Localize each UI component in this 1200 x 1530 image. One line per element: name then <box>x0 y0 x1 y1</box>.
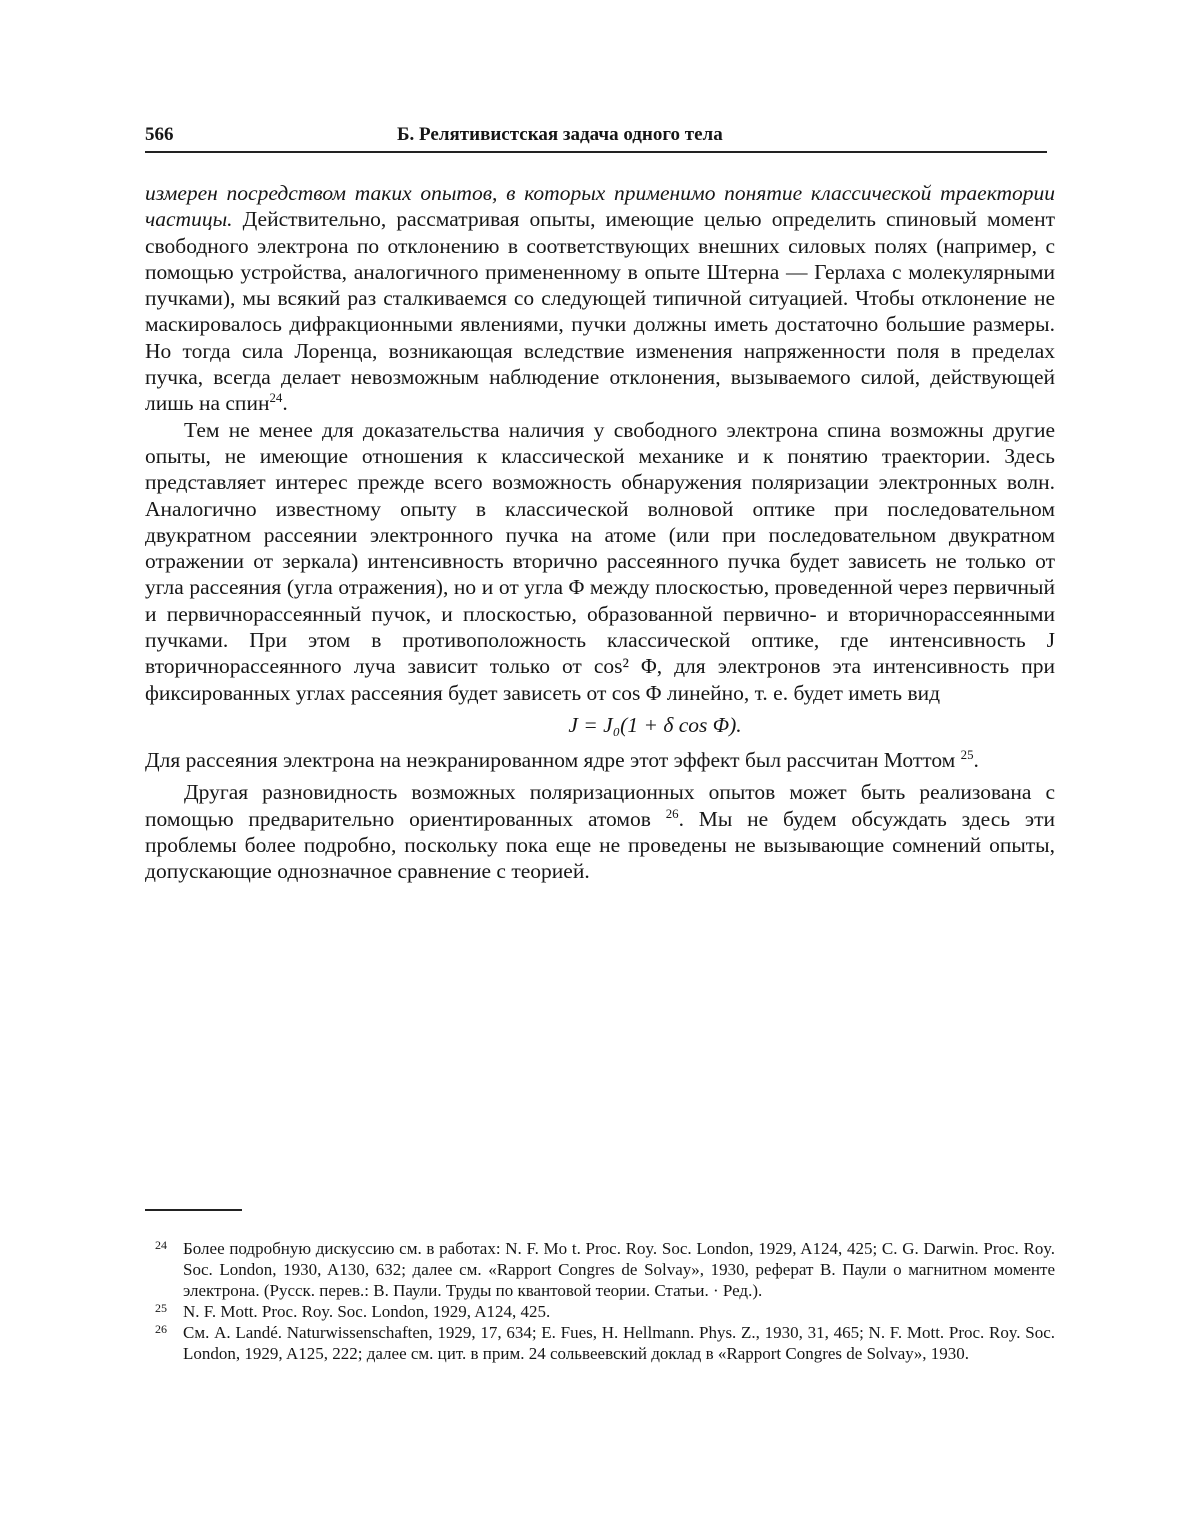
main-text <box>145 180 1055 884</box>
paragraph-4-text: Другая разновидность возможных поляризационных опытов может быть реализована с помощью предварительно ориентированных атомов <box>145 780 1055 831</box>
footnote-number: 24 <box>155 1238 167 1252</box>
running-title: Б. Релятивистская задача одного тела <box>397 124 723 145</box>
footnote-24 <box>155 1238 1055 1301</box>
paragraph-2: Тем не менее для доказательства наличия у свободного электрона спина возможны другие опыты, не имеющие отношения к классической механике и к понятию траектории. Здесь представляет интерес прежде всего возможность обнаружения поляризации электронных волн. Аналогично известному опыту в классической волновой оптике при последовательном двукратном рассеянии электронного пучка на атоме (или при последовательном двукратном отражении от зеркала) интенсивность вторично рассеянного пучка будет зависеть не только от угла рассеяния (угла отражения), но и от угла Φ между плоскостью, проведенной через первичный и первичнорассеянный пучок, и плоскостью, образованной первично- и вторичнорассеянными пучками. При этом в противоположность классической оптике, где интенсивность J вторичнорассеянного луча зависит только от cos² Φ, для электронов эта интенсивность при фиксированных углах рассеяния будет зависеть от cos Φ линейно, т. е. будет иметь вид <box>145 417 1055 705</box>
footnote-26 <box>155 1322 1055 1364</box>
page-number: 566 <box>145 124 174 145</box>
paragraph-1-italic: измерен посредством таких опытов, в которых применимо понятие классической траектории частицы. <box>145 181 1055 232</box>
footnote-text: Более подробную дискуссию см. в работах: N. F. Mo t. Proc. Roy. Soc. London, 1929, A124, 425; C. G. Darwin. Proc. Roy. Soc. London, 1930, A130, 632; далее см. «Rapport Congres de Solvay», 1930, реферат В. Паули о магнитном моменте электрона. (Русск. перев.: В. Паули. Труды по квантовой теории. Статьи. · Ред.). <box>183 1239 1055 1300</box>
paragraph-4-tail: . Мы не будем обсуждать здесь эти проблемы более подробно, поскольку пока еще не проведены не вызывающие сомнений опыты, допускающие однозначное сравнение с теорией. <box>145 806 1056 884</box>
footnote-ref-24: 24 <box>269 391 283 406</box>
paragraph-3 <box>145 747 1055 773</box>
formula: J = J₀(1 + δ cos Φ). <box>568 712 742 737</box>
paragraph-3-tail: . <box>973 747 979 772</box>
footnote-25 <box>155 1301 1055 1322</box>
footnote-text: См. A. Landé. Naturwissenschaften, 1929, 17, 634; E. Fues, H. Hellmann. Phys. Z., 1930, 31, 465; N. F. Mott. Proc. Roy. Soc. London, 1929, A125, 222; далее см. цит. в прим. 24 сольвеевский доклад в «Rapport Congres de Solvay», 1930. <box>183 1323 1055 1363</box>
footnote-number: 26 <box>155 1322 167 1336</box>
paragraph-1-tail: . <box>282 391 288 416</box>
footnote-rule <box>145 1209 242 1211</box>
footnote-ref-25: 25 <box>960 747 974 762</box>
paragraph-3-text: Для рассеяния электрона на неэкранированном ядре этот эффект был рассчитан Моттом <box>145 747 956 772</box>
header-rule <box>145 151 1047 153</box>
footnote-ref-26: 26 <box>665 806 679 821</box>
footnote-number: 25 <box>155 1301 167 1315</box>
footnotes <box>155 1238 1055 1364</box>
footnote-text: N. F. Mott. Proc. Roy. Soc. London, 1929, A124, 425. <box>183 1302 551 1321</box>
paragraph-1 <box>145 180 1055 417</box>
paragraph-4 <box>145 779 1055 884</box>
paragraph-1-text: Действительно, рассматривая опыты, имеющие целью определить спиновый момент свободного электрона по отклонению в соответствующих внешних силовых полях (например, с помощью устройства, аналогичного примененному в опыте Штерна — Герлаха с молекулярными пучками), мы всякий раз сталкиваемся со следующей типичной ситуацией. Чтобы отклонение не маскировалось дифракционными явлениями, пучки должны иметь достаточно большие размеры. Но тогда сила Лоренца, возникающая вследствие изменения напряженности поля в пределах пучка, всегда делает невозможным наблюдение отклонения, вызываемого силой, действующей лишь на спин <box>145 207 1055 416</box>
